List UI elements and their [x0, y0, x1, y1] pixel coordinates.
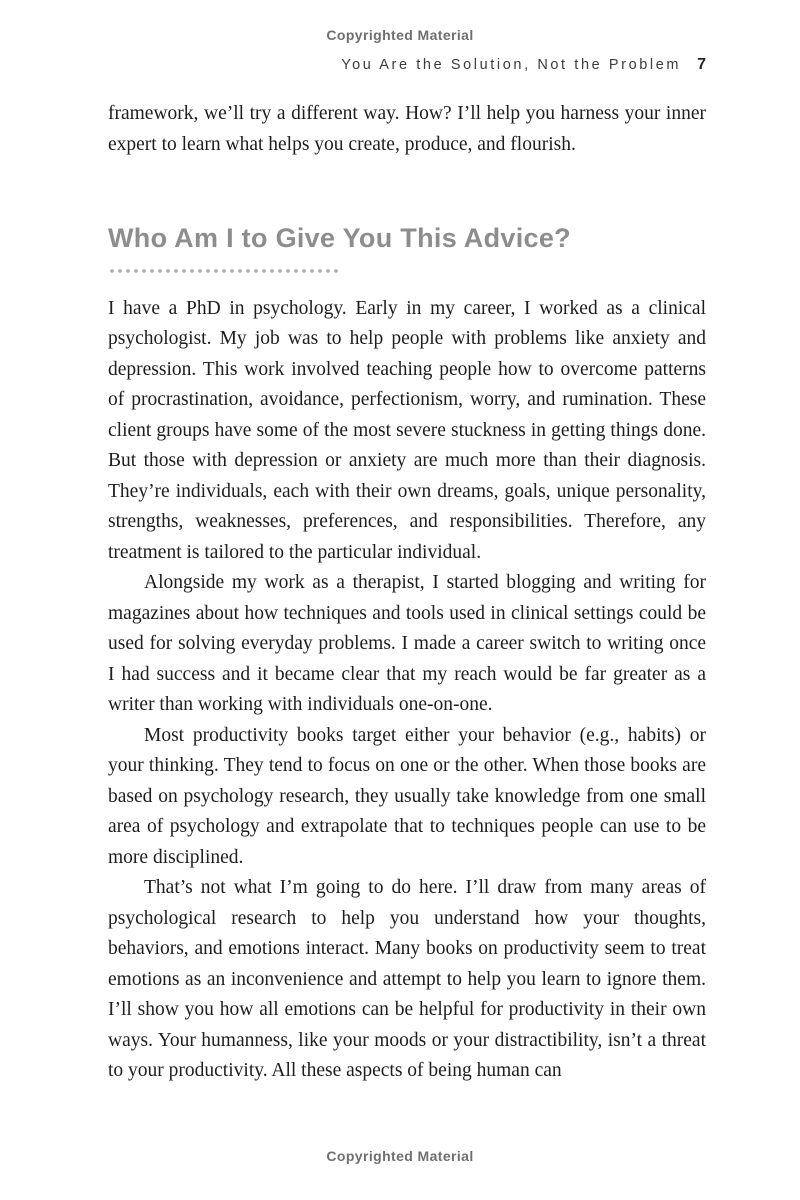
body-text: [108, 99, 706, 1087]
paragraph: Most productivity books target either your behavior (e.g., habits) or your thinking. They tend to focus on one or the other. When those books are based on psychology research, they usually take knowledge from one small area of psychology and extrapolate that to techniques people can use to be more disciplined.: [108, 724, 706, 868]
dotted-rule: [108, 269, 341, 273]
page-number: 7: [697, 56, 706, 73]
section-heading: Who Am I to Give You This Advice?: [108, 223, 571, 253]
copyright-notice-top: Copyrighted Material: [326, 27, 474, 43]
running-header-title: You Are the Solution, Not the Problem: [341, 57, 682, 73]
paragraph: I have a PhD in psychology. Early in my career, I worked as a clinical psychologist. My job was to help people with problems like anxiety and depression. This work involved teaching people how to overcome patterns of procrastination, avoidance, perfectionism, worry, and rumination. These client groups have some of the most severe stuckness in getting things done. But those with depression or anxiety are much more than their diagnosis. They’re individuals, each with their own dreams, goals, unique personality, strengths, weaknesses, preferences, and responsibilities. Therefore, any treatment is tailored to the particular individual.: [108, 297, 706, 563]
paragraph: That’s not what I’m going to do here. I’ll draw from many areas of psychological research to help you understand how your thoughts, behaviors, and emotions interact. Many books on productivity seem to treat emotions as an inconvenience and attempt to help you learn to ignore them. I’ll show you how all emotions can be helpful for productivity in their own ways. Your humanness, like your moods or your distractibility, isn’t a threat to your productivity. All these aspects of being human can: [108, 877, 706, 1082]
continuation-paragraph: framework, we’ll try a different way. How? I’ll help you harness your inner expert to learn what helps you create, produce, and flourish.: [108, 103, 706, 155]
paragraph: Alongside my work as a therapist, I started blogging and writing for magazines about how techniques and tools used in clinical settings could be used for solving everyday problems. I made a career switch to writing once I had success and it became clear that my reach would be far greater as a writer than working with individuals one-on-one.: [108, 572, 706, 716]
copyright-notice-bottom: Copyrighted Material: [326, 1148, 474, 1164]
running-header: [108, 56, 706, 74]
